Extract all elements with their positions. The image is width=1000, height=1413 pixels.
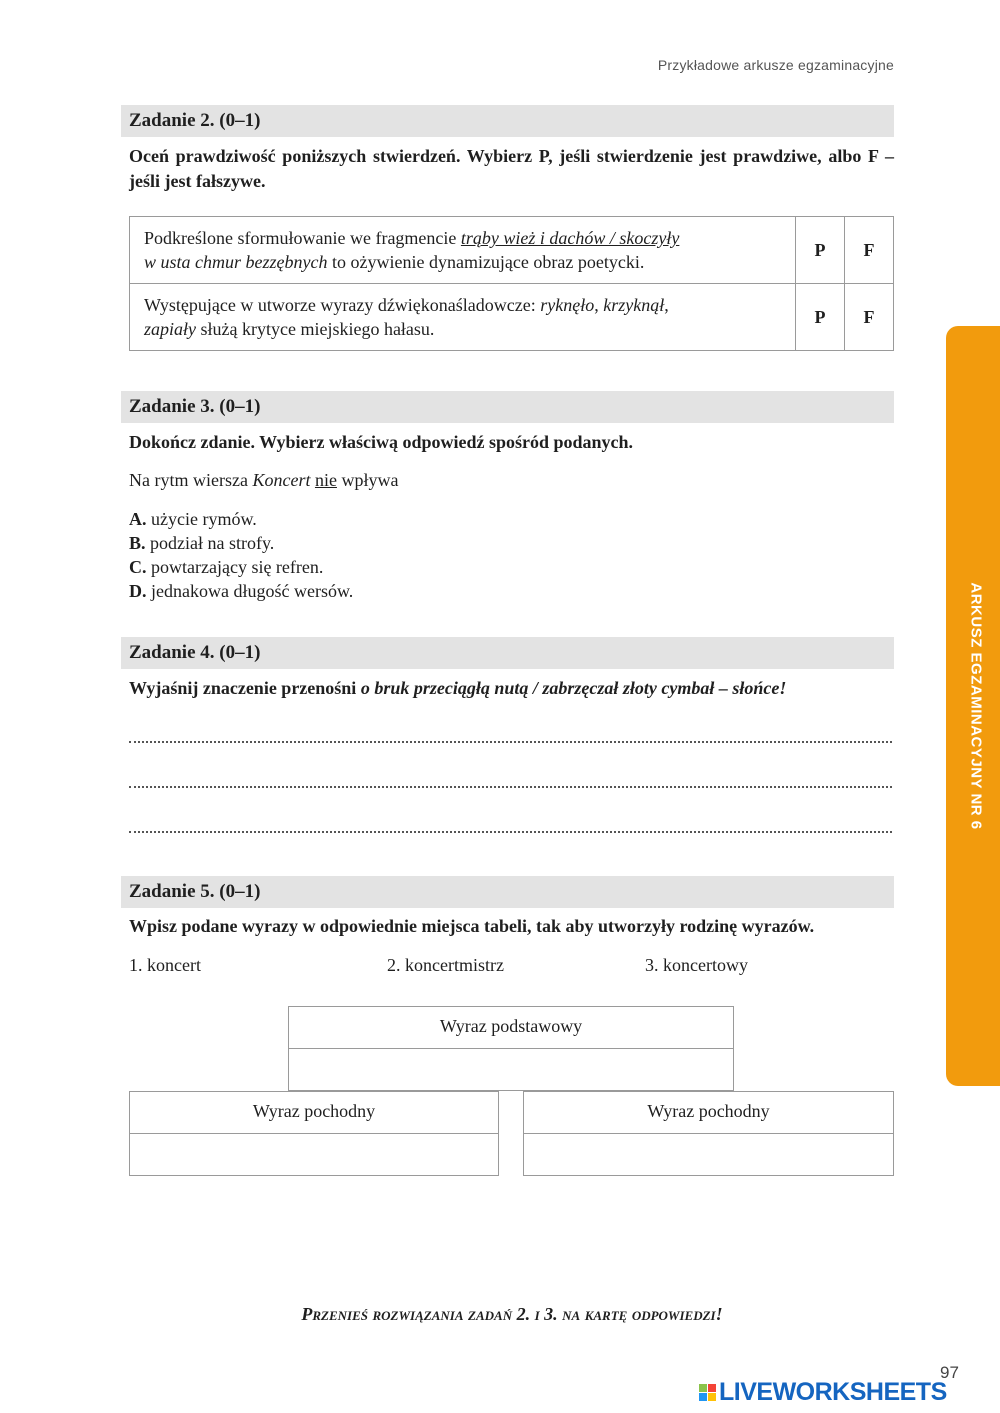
option-letter: B. bbox=[129, 533, 146, 553]
statement-text: Podkreślone sformułowanie we fragmencie bbox=[144, 228, 461, 248]
table-row bbox=[130, 217, 894, 284]
example-word: krzyknął bbox=[603, 295, 665, 315]
word-koncertmistrz: 2. koncertmistrz bbox=[387, 955, 504, 975]
word-koncertowy: 3. koncertowy bbox=[645, 955, 748, 975]
task2-instruction: Oceń prawdziwość poniższych stwierdzeń. Wybierz P, jeśli stwierdzenie jest prawdziwe, albo F – jeśli jest fałszywe. bbox=[129, 146, 894, 191]
stem-text: wpływa bbox=[336, 470, 399, 490]
statement-1 bbox=[130, 217, 796, 284]
poem-title: Koncert bbox=[252, 470, 311, 490]
answer-line-2[interactable] bbox=[129, 786, 892, 788]
instruction-text: Wyjaśnij znaczenie przenośni bbox=[129, 678, 361, 698]
answer-line-3[interactable] bbox=[129, 831, 892, 833]
liveworksheets-logo bbox=[699, 1377, 947, 1407]
answer-option-c[interactable] bbox=[129, 555, 323, 579]
true-option[interactable]: P bbox=[796, 284, 845, 351]
footer-note: Przenieś rozwiązania zadań 2. i 3. na kartę odpowiedzi! bbox=[301, 1304, 723, 1324]
metaphor-quote: o bruk przeciągłą nutą / zabrzęczał złoty cymbał – słońce! bbox=[360, 678, 787, 698]
task4-instruction bbox=[129, 676, 894, 701]
false-option[interactable]: F bbox=[845, 217, 894, 284]
statement-text: służą krytyce miejskiego hałasu. bbox=[196, 319, 435, 339]
word-koncert: 1. koncert bbox=[129, 955, 201, 975]
statement-2 bbox=[130, 284, 796, 351]
header-note: Przykładowe arkusze egzaminacyjne bbox=[657, 57, 894, 73]
answer-option-d[interactable] bbox=[129, 579, 353, 603]
side-tab-label: ARKUSZ EGZAMINACYJNY NR 6 bbox=[967, 582, 985, 830]
table-row bbox=[130, 284, 894, 351]
base-word-box bbox=[288, 1006, 734, 1091]
stem-text: Na rytm wiersza bbox=[129, 470, 253, 490]
option-text: użycie rymów. bbox=[146, 509, 257, 529]
option-letter: A. bbox=[129, 509, 147, 529]
example-word: ryknęło bbox=[540, 295, 595, 315]
task4-title: Zadanie 4. (0–1) bbox=[121, 637, 894, 669]
statement-text: Występujące w utworze wyrazy dźwiękonaśladowcze: bbox=[144, 295, 541, 315]
derived-word-answer-field[interactable] bbox=[524, 1134, 893, 1174]
option-text: podział na strofy. bbox=[145, 533, 275, 553]
stem-underlined: nie bbox=[314, 470, 337, 490]
logo-tile bbox=[699, 1384, 707, 1392]
logo-text: LIVEWORKSHEETS bbox=[719, 1377, 947, 1406]
logo-tile bbox=[708, 1384, 716, 1392]
separator: , bbox=[664, 295, 669, 315]
page-number: 97 bbox=[940, 1363, 959, 1382]
derived-word-answer-field[interactable] bbox=[130, 1134, 498, 1174]
answer-option-a[interactable] bbox=[129, 507, 257, 531]
quote-underlined: trąby wież i dachów / skoczyły bbox=[460, 228, 680, 248]
true-false-table bbox=[129, 216, 894, 351]
option-letter: C. bbox=[129, 557, 147, 577]
task3-stem bbox=[129, 468, 398, 492]
derived-word-box-left bbox=[129, 1091, 499, 1176]
example-word: zapiały bbox=[144, 319, 196, 339]
false-option[interactable]: F bbox=[845, 284, 894, 351]
exam-side-tab bbox=[946, 326, 1000, 1086]
task3-instruction: Dokończ zdanie. Wybierz właściwą odpowiedź spośród podanych. bbox=[129, 432, 634, 452]
option-letter: D. bbox=[129, 581, 147, 601]
option-text: powtarzający się refren. bbox=[146, 557, 324, 577]
true-option[interactable]: P bbox=[796, 217, 845, 284]
task2-title: Zadanie 2. (0–1) bbox=[121, 105, 894, 137]
answer-option-b[interactable] bbox=[129, 531, 274, 555]
separator: , bbox=[594, 295, 604, 315]
derived-word-label: Wyraz pochodny bbox=[524, 1092, 893, 1134]
logo-tiles-icon bbox=[699, 1384, 716, 1401]
base-word-answer-field[interactable] bbox=[289, 1049, 733, 1089]
quote-continued: w usta chmur bezzębnych bbox=[144, 252, 328, 272]
answer-line-1[interactable] bbox=[129, 741, 892, 743]
derived-word-box-right bbox=[523, 1091, 894, 1176]
task5-title: Zadanie 5. (0–1) bbox=[121, 876, 894, 908]
task5-instruction: Wpisz podane wyrazy w odpowiednie miejsca tabeli, tak aby utworzyły rodzinę wyrazów. bbox=[129, 916, 815, 936]
derived-word-label: Wyraz pochodny bbox=[130, 1092, 498, 1134]
base-word-label: Wyraz podstawowy bbox=[289, 1007, 733, 1049]
statement-text: to ożywienie dynamizujące obraz poetycki. bbox=[327, 252, 645, 272]
logo-tile bbox=[699, 1393, 707, 1401]
logo-tile bbox=[708, 1393, 716, 1401]
task3-title: Zadanie 3. (0–1) bbox=[121, 391, 894, 423]
option-text: jednakowa długość wersów. bbox=[146, 581, 354, 601]
